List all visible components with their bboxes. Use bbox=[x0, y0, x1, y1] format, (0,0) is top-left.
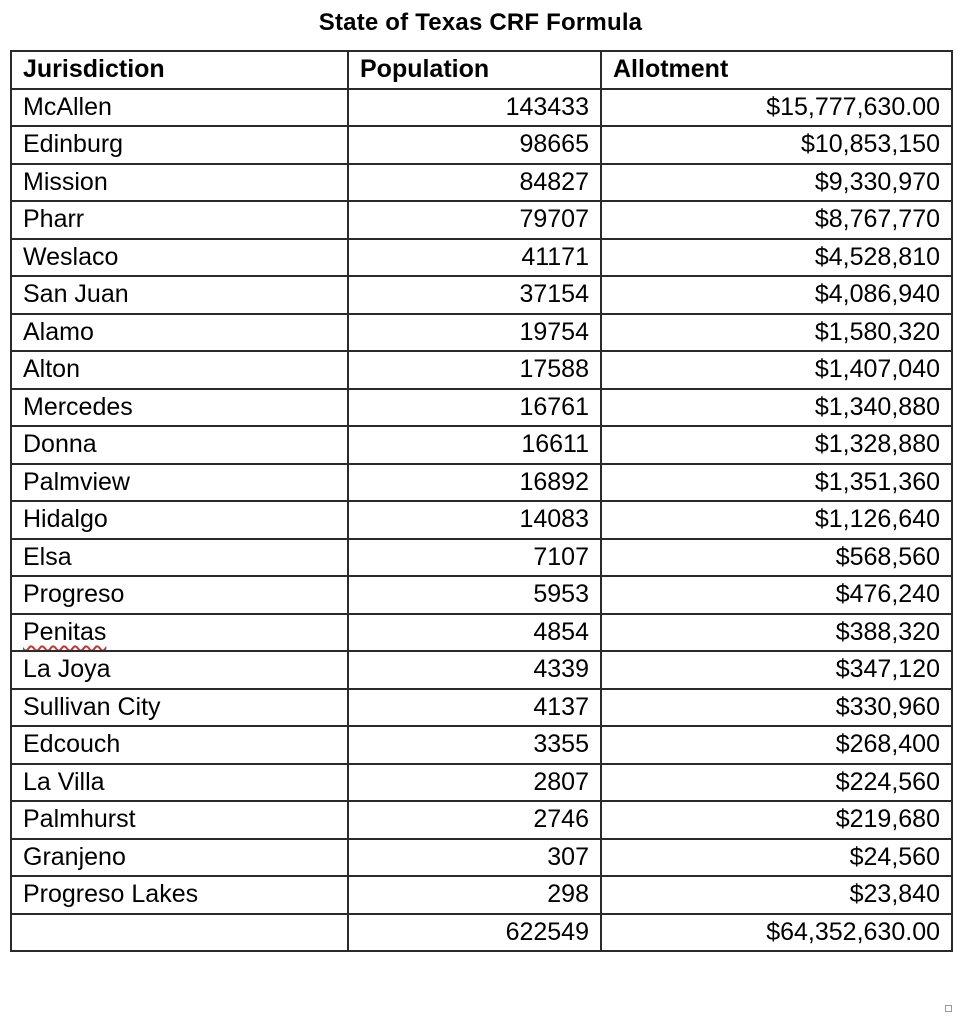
allotment-cell[interactable]: $23,840 bbox=[601, 876, 952, 914]
population-cell[interactable]: 16611 bbox=[348, 426, 601, 464]
total-allotment-cell[interactable]: $64,352,630.00 bbox=[601, 914, 952, 952]
jurisdiction-row bbox=[11, 389, 952, 427]
population-cell[interactable]: 4137 bbox=[348, 689, 601, 727]
jurisdiction-cell[interactable] bbox=[11, 764, 348, 802]
jurisdiction-label: Elsa bbox=[23, 542, 72, 571]
jurisdiction-cell[interactable] bbox=[11, 126, 348, 164]
allotment-cell[interactable]: $1,126,640 bbox=[601, 501, 952, 539]
allotment-cell[interactable]: $9,330,970 bbox=[601, 164, 952, 202]
jurisdiction-row bbox=[11, 426, 952, 464]
jurisdiction-cell[interactable] bbox=[11, 351, 348, 389]
population-cell[interactable]: 7107 bbox=[348, 539, 601, 577]
allotment-cell[interactable]: $219,680 bbox=[601, 801, 952, 839]
jurisdiction-cell[interactable] bbox=[11, 876, 348, 914]
jurisdiction-row bbox=[11, 839, 952, 877]
population-cell[interactable]: 79707 bbox=[348, 201, 601, 239]
total-population-cell[interactable]: 622549 bbox=[348, 914, 601, 952]
jurisdiction-label: Palmhurst bbox=[23, 805, 136, 834]
jurisdiction-row bbox=[11, 164, 952, 202]
jurisdiction-cell[interactable] bbox=[11, 726, 348, 764]
population-cell[interactable]: 19754 bbox=[348, 314, 601, 352]
jurisdiction-label: Progreso bbox=[23, 580, 125, 609]
allotment-cell[interactable]: $330,960 bbox=[601, 689, 952, 727]
population-cell[interactable]: 98665 bbox=[348, 126, 601, 164]
jurisdiction-label: Penitas bbox=[23, 617, 107, 646]
total-jurisdiction-cell[interactable] bbox=[11, 914, 348, 952]
population-cell[interactable]: 5953 bbox=[348, 576, 601, 614]
jurisdiction-cell[interactable] bbox=[11, 539, 348, 577]
allotment-cell[interactable]: $1,340,880 bbox=[601, 389, 952, 427]
allotment-cell[interactable]: $388,320 bbox=[601, 614, 952, 652]
table-resize-handle[interactable] bbox=[945, 1005, 952, 1012]
table-title: State of Texas CRF Formula bbox=[318, 9, 643, 36]
jurisdiction-row bbox=[11, 876, 952, 914]
jurisdiction-label: Weslaco bbox=[23, 242, 119, 271]
population-cell[interactable]: 84827 bbox=[348, 164, 601, 202]
jurisdiction-cell[interactable] bbox=[11, 801, 348, 839]
jurisdiction-row bbox=[11, 276, 952, 314]
jurisdiction-label: Progreso Lakes bbox=[23, 880, 199, 909]
jurisdiction-row bbox=[11, 89, 952, 127]
population-cell[interactable]: 3355 bbox=[348, 726, 601, 764]
jurisdiction-label: Mercedes bbox=[23, 392, 133, 421]
jurisdiction-cell[interactable] bbox=[11, 164, 348, 202]
jurisdiction-row bbox=[11, 726, 952, 764]
allotment-cell[interactable]: $1,407,040 bbox=[601, 351, 952, 389]
column-header-population[interactable]: Population bbox=[348, 51, 601, 89]
allotment-cell[interactable]: $268,400 bbox=[601, 726, 952, 764]
jurisdiction-cell[interactable] bbox=[11, 651, 348, 689]
population-cell[interactable]: 41171 bbox=[348, 239, 601, 277]
allotment-cell[interactable]: $347,120 bbox=[601, 651, 952, 689]
jurisdiction-row bbox=[11, 351, 952, 389]
jurisdiction-label: Edinburg bbox=[23, 130, 124, 159]
population-cell[interactable]: 2746 bbox=[348, 801, 601, 839]
allotment-cell[interactable]: $24,560 bbox=[601, 839, 952, 877]
jurisdiction-row bbox=[11, 651, 952, 689]
jurisdiction-cell[interactable] bbox=[11, 689, 348, 727]
allotment-cell[interactable]: $1,328,880 bbox=[601, 426, 952, 464]
allotment-cell[interactable]: $4,086,940 bbox=[601, 276, 952, 314]
allotment-cell[interactable]: $568,560 bbox=[601, 539, 952, 577]
jurisdiction-row bbox=[11, 764, 952, 802]
population-cell[interactable]: 17588 bbox=[348, 351, 601, 389]
allotment-cell[interactable]: $1,580,320 bbox=[601, 314, 952, 352]
population-cell[interactable]: 298 bbox=[348, 876, 601, 914]
population-cell[interactable]: 37154 bbox=[348, 276, 601, 314]
jurisdiction-label: Pharr bbox=[23, 205, 85, 234]
jurisdiction-row bbox=[11, 201, 952, 239]
crf-allotment-table bbox=[10, 50, 953, 952]
jurisdiction-cell[interactable] bbox=[11, 239, 348, 277]
population-cell[interactable]: 14083 bbox=[348, 501, 601, 539]
jurisdiction-row bbox=[11, 126, 952, 164]
population-cell[interactable]: 4339 bbox=[348, 651, 601, 689]
jurisdiction-cell[interactable] bbox=[11, 464, 348, 502]
jurisdiction-label: Palmview bbox=[23, 467, 130, 496]
jurisdiction-label: Alton bbox=[23, 355, 80, 384]
jurisdiction-row bbox=[11, 239, 952, 277]
jurisdiction-cell[interactable] bbox=[11, 839, 348, 877]
jurisdiction-label: San Juan bbox=[23, 280, 129, 309]
jurisdiction-label: Granjeno bbox=[23, 842, 126, 871]
population-cell[interactable]: 143433 bbox=[348, 89, 601, 127]
jurisdiction-row bbox=[11, 614, 952, 652]
jurisdiction-row bbox=[11, 576, 952, 614]
population-cell[interactable]: 2807 bbox=[348, 764, 601, 802]
jurisdiction-label: Sullivan City bbox=[23, 692, 161, 721]
allotment-cell[interactable]: $224,560 bbox=[601, 764, 952, 802]
header-row bbox=[11, 51, 952, 89]
jurisdiction-row bbox=[11, 314, 952, 352]
population-cell[interactable]: 16761 bbox=[348, 389, 601, 427]
population-cell[interactable]: 16892 bbox=[348, 464, 601, 502]
jurisdiction-cell[interactable] bbox=[11, 389, 348, 427]
jurisdiction-label: Donna bbox=[23, 430, 97, 459]
column-header-jurisdiction[interactable]: Jurisdiction bbox=[11, 51, 348, 89]
jurisdiction-label: Mission bbox=[23, 167, 108, 196]
column-header-allotment[interactable]: Allotment bbox=[601, 51, 952, 89]
allotment-cell[interactable]: $8,767,770 bbox=[601, 201, 952, 239]
jurisdiction-cell[interactable] bbox=[11, 276, 348, 314]
allotment-cell[interactable]: $476,240 bbox=[601, 576, 952, 614]
allotment-cell[interactable]: $10,853,150 bbox=[601, 126, 952, 164]
jurisdiction-cell[interactable] bbox=[11, 89, 348, 127]
jurisdiction-cell[interactable] bbox=[11, 201, 348, 239]
jurisdiction-label: Hidalgo bbox=[23, 505, 108, 534]
jurisdiction-label: La Villa bbox=[23, 767, 105, 796]
jurisdiction-row bbox=[11, 501, 952, 539]
jurisdiction-cell[interactable] bbox=[11, 501, 348, 539]
allotment-cell[interactable]: $15,777,630.00 bbox=[601, 89, 952, 127]
jurisdiction-cell[interactable] bbox=[11, 576, 348, 614]
jurisdiction-row bbox=[11, 801, 952, 839]
jurisdiction-label: Edcouch bbox=[23, 730, 121, 759]
jurisdiction-row bbox=[11, 539, 952, 577]
jurisdiction-cell[interactable] bbox=[11, 426, 348, 464]
jurisdiction-cell[interactable] bbox=[11, 614, 348, 652]
jurisdiction-row bbox=[11, 464, 952, 502]
jurisdiction-label: La Joya bbox=[23, 655, 111, 684]
population-cell[interactable]: 307 bbox=[348, 839, 601, 877]
jurisdiction-label: McAllen bbox=[23, 92, 112, 121]
allotment-cell[interactable]: $1,351,360 bbox=[601, 464, 952, 502]
jurisdiction-label: Alamo bbox=[23, 317, 94, 346]
allotment-cell[interactable]: $4,528,810 bbox=[601, 239, 952, 277]
population-cell[interactable]: 4854 bbox=[348, 614, 601, 652]
jurisdiction-row bbox=[11, 689, 952, 727]
total-row bbox=[11, 914, 952, 952]
jurisdiction-cell[interactable] bbox=[11, 314, 348, 352]
